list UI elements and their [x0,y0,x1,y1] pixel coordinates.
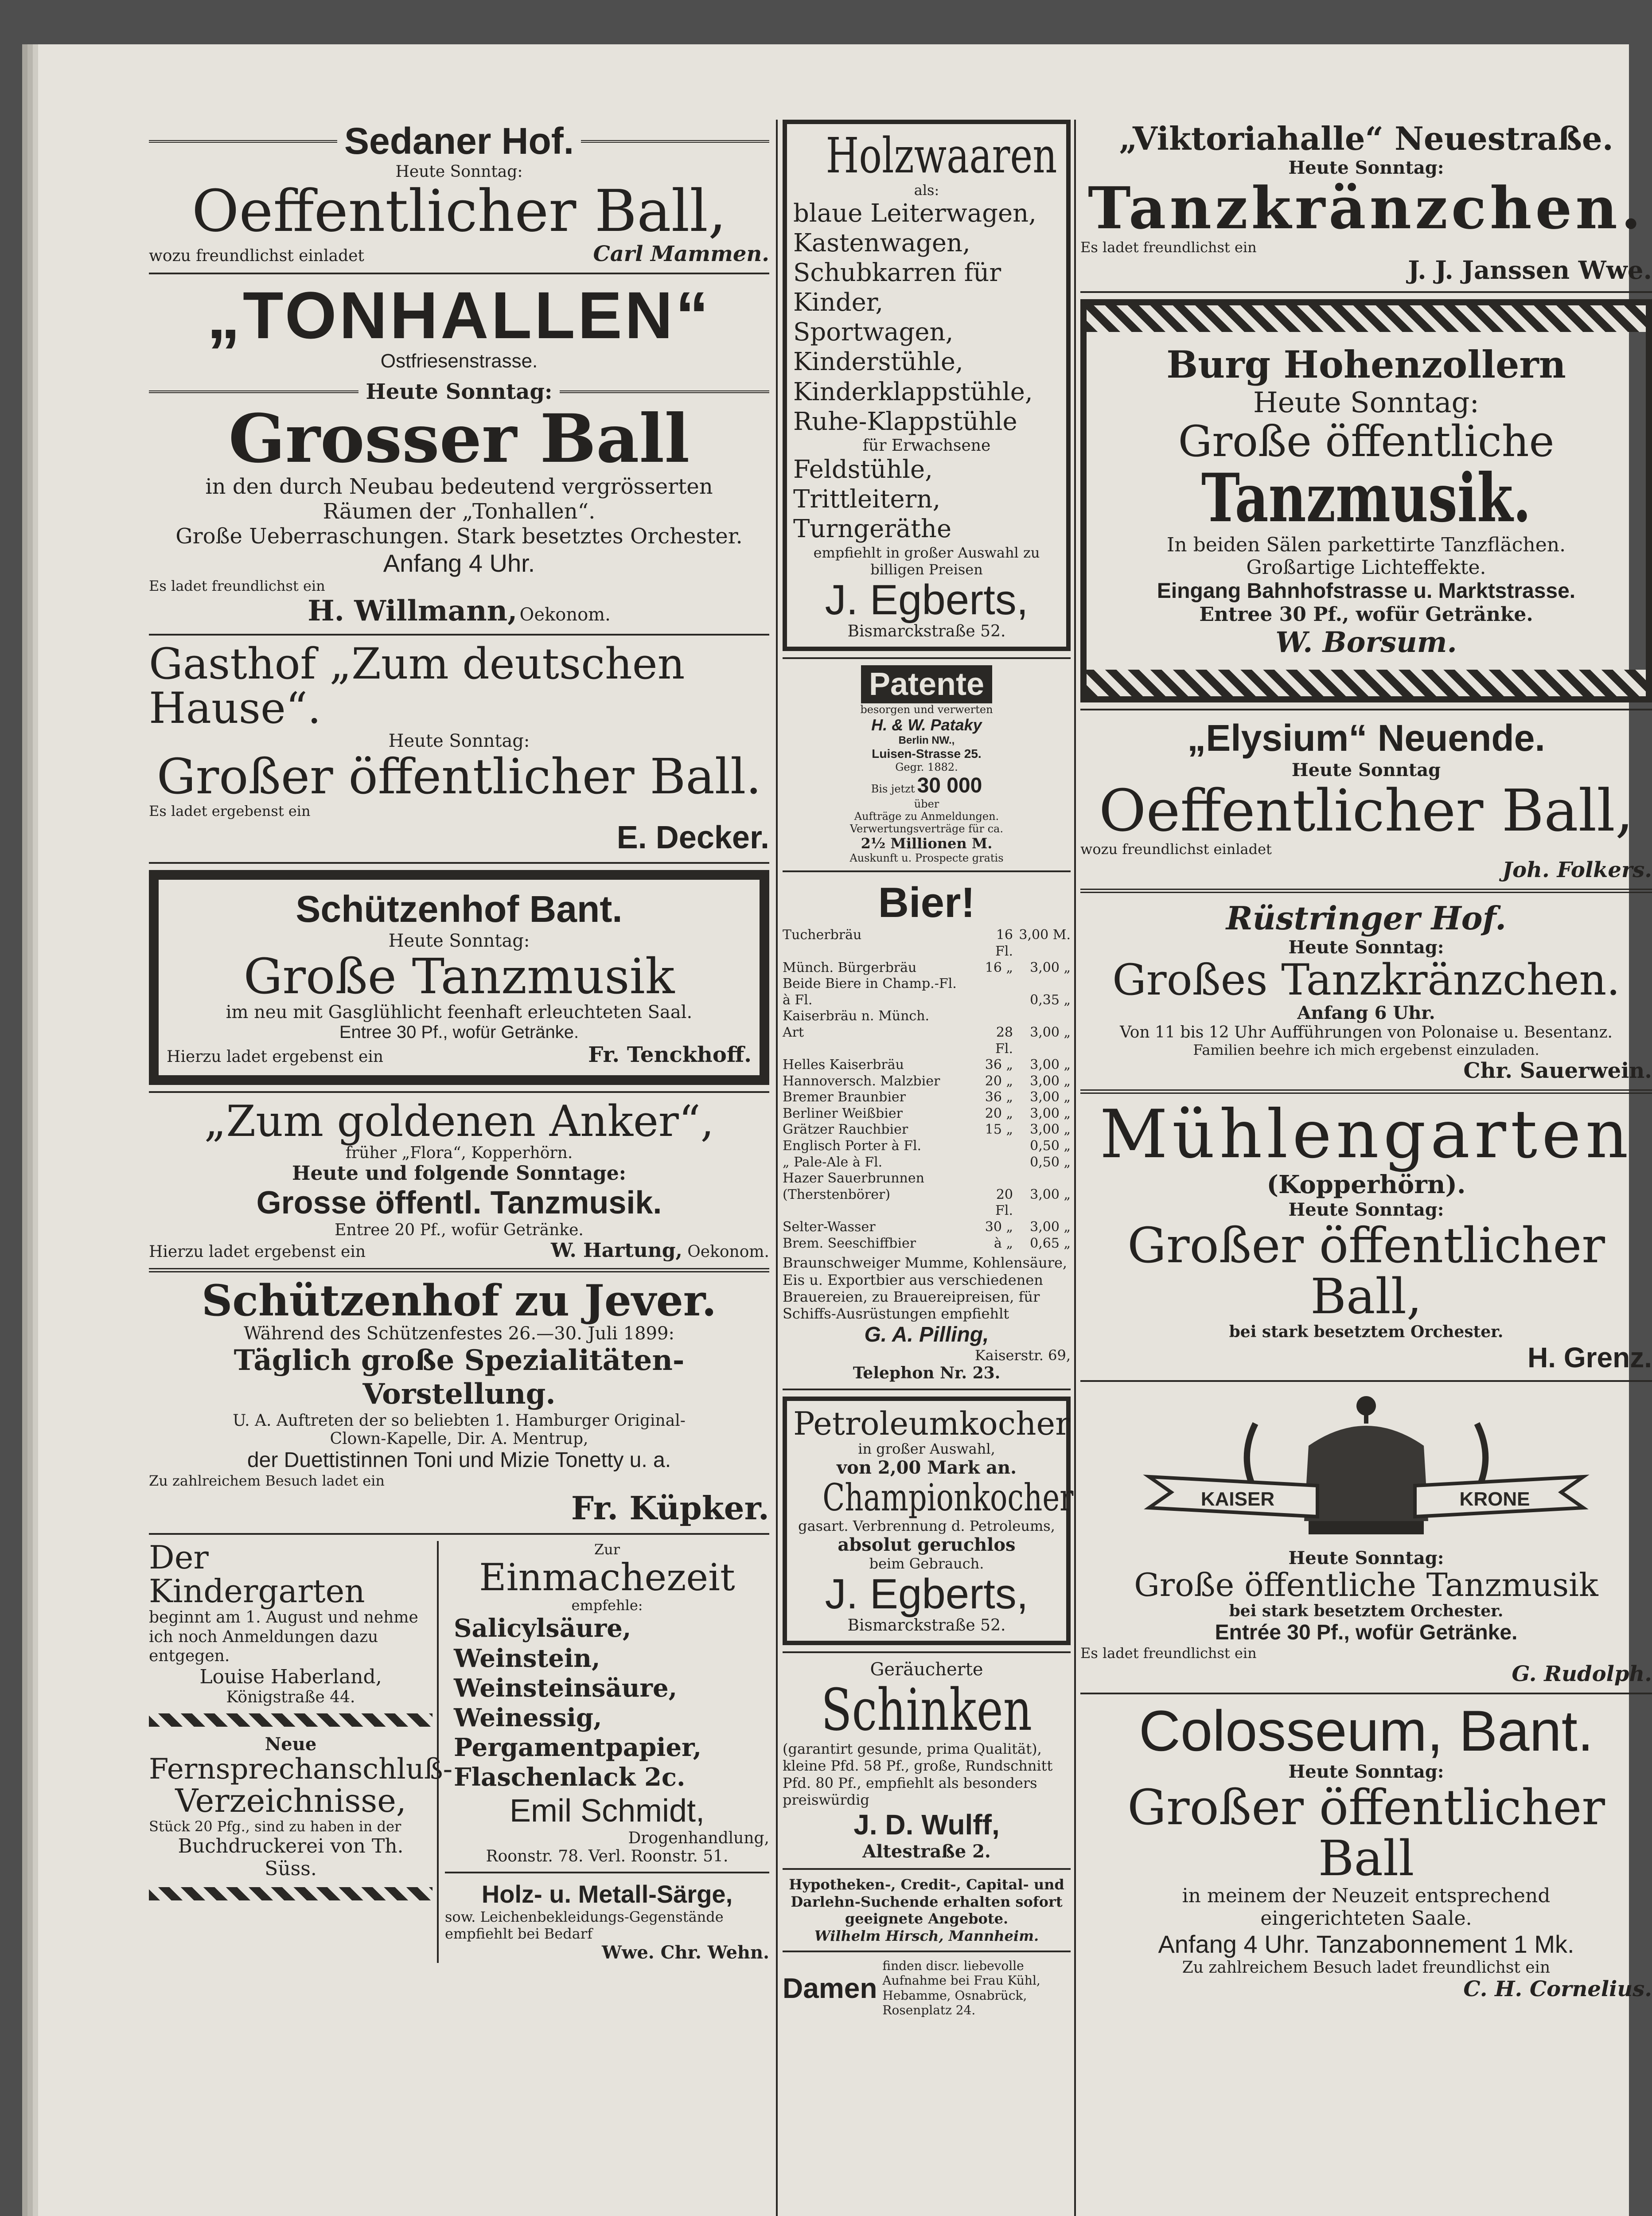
divider [445,1872,769,1873]
ad-invite: Hierzu ladet ergebenst ein [167,1048,384,1066]
ad-title: Einmachezeit [479,1556,735,1600]
ad-title: Sedaner Hof. [344,120,574,162]
ad-host: W. Borsum. [1275,625,1457,659]
ad-text-line: absolut geruchlos [838,1534,1016,1555]
ad-subline: Heute Sonntag: [1288,1547,1444,1568]
ad-host: Fr. Tenckhoff. [588,1042,752,1068]
ad-address: Bismarckstraße 52. [847,1616,1006,1635]
price-item-price: 3,00 „ [1030,1186,1071,1202]
ad-kaiserkrone [1080,1388,1652,1687]
ad-subline: für Erwachsene [862,437,991,455]
ad-invite: Es ladet freundlichst ein [1080,238,1257,256]
ad-colosseum [1080,1698,1652,2001]
ad-product: Championkocher [822,1476,1074,1520]
ad-host: Fr. Küpker. [571,1489,769,1527]
ad-title: Colosseum, Bant. [1138,1698,1594,1763]
ad-event: Tanzkränzchen. [1087,174,1645,242]
ad-subline: Heute Sonntag: [1288,937,1444,958]
ad-text-line: Entree 30 Pf., wofür Getränke. [339,1022,579,1042]
ad-title: „Viktoriahalle“ Neuestraße. [1119,120,1613,157]
price-item-price: 3,00 „ [1030,1219,1071,1235]
price-item-price: 3,00 „ [1030,1073,1071,1089]
ornament-border [1087,305,1646,332]
ad-text: beginnt am 1. August und nehme ich noch Anmeldungen dazu entgegen. [149,1608,418,1665]
ad-invite: Zu zahlreichem Besuch ladet freundlichst ein [1182,1958,1551,1977]
ad-sedaner-hof [149,120,769,266]
product-item: Turngeräthe [793,515,952,544]
ad-title: Der Kindergarten [149,1539,365,1610]
ad-address: Königstraße 44. [226,1688,355,1707]
ad-text-line: der Duettistinnen Toni und Mizie Tonetty u. a. [247,1448,671,1472]
ad-title: Schützenhof Bant. [296,888,623,930]
ad-invite: wozu freundlichst einladet [1080,841,1272,858]
ad-event: Große öffentliche Tanzmusik [1134,1566,1598,1603]
crown-emblem-icon [1122,1388,1610,1548]
ad-text: finden discr. liebevolle Aufnahme bei Frau Kühl, Hebamme, Osnabrück, Rosenplatz 24. [882,1958,1040,2018]
ad-text-line: beim Gebrauch. [869,1555,984,1572]
ad-hypotheken [783,1876,1071,1944]
product-item: Schubkarren für Kinder, [793,258,1001,317]
ad-text-line: Clown-Kapelle, Dir. A. Mentrup, [330,1430,588,1448]
ad-damen [783,1959,1071,2018]
price-item-price: 3,00 M. [1019,927,1071,943]
price-table [783,927,1071,1252]
ad-host: G. Rudolph. [1512,1662,1652,1687]
price-item-name: Hazer Sauerbrunnen [783,1170,924,1186]
price-item-qty: 28 Fl. [995,1024,1013,1057]
ad-bier [783,878,1071,1382]
ad-text-line: Großartige Lichteffekte. [1246,556,1486,579]
ad-title: Bier! [878,879,975,927]
column-rule [776,120,778,2216]
price-item-name: Grätzer Rauchbier [783,1122,908,1138]
ad-elysium [1080,717,1652,883]
ad-event: Großer öffentlicher Ball, [1127,1217,1605,1325]
price-item-name: Hannoversch. Malzbier [783,1073,940,1089]
price-item-price: 0,65 „ [1030,1235,1071,1251]
ad-einmachezeit [445,1541,769,1865]
ad-seller: G. A. Pilling, [864,1323,989,1346]
ad-seller: J. D. Wulff, [853,1809,1000,1841]
column-left [149,120,769,1963]
price-item-name: Brem. Seeschiffbier [783,1235,916,1251]
product-item: Weinstein, [454,1643,600,1673]
price-item-qty: 30 „ [985,1219,1013,1235]
price-item-qty: 15 „ [985,1122,1013,1138]
ad-host: Chr. Sauerwein. [1463,1058,1652,1084]
ad-title: Holzwaaren [826,127,1057,184]
ad-text-line: Verwertungsverträge für ca. [850,823,1003,835]
price-item-price: 3,00 „ [1030,960,1071,975]
ad-count: 30 000 [917,774,982,798]
ad-seller: J. Egberts, [825,1570,1029,1618]
ad-text: Stück 20 Pfg., sind zu haben in der [149,1818,401,1835]
product-item: Feldstühle, [793,455,933,484]
ad-subline: Heute Sonntag [1291,759,1441,780]
ad-text-line: Auskunft u. Prospecte gratis [849,852,1004,865]
ad-host: H. Grenz. [1527,1341,1652,1373]
ad-gasthof-deutschen-hause [149,639,769,856]
ornament-border [149,1887,432,1900]
ad-schuetzenhof-bant [149,870,769,1085]
ad-event: Großer öffentlicher Ball. [156,748,762,805]
divider [1080,709,1652,710]
price-item-name: Helles Kaiserbräu [783,1057,904,1073]
ad-place: (Kopperhörn). [1266,1170,1466,1199]
ad-subline: Heute Sonntag: [1288,1761,1444,1782]
price-item-name: Englisch Porter à Fl. [783,1138,922,1154]
price-item-price: 0,50 „ [1030,1154,1071,1170]
ad-address: Roonstr. 78. Verl. Roonstr. 51. [486,1847,729,1865]
ad-subline: empfehle: [571,1597,643,1614]
ad-event: Großes Tanzkränzchen. [1112,955,1620,1005]
price-item-qty: 16 „ [985,960,1013,975]
ad-city: Berlin NW., [898,734,955,747]
ad-text: sow. Leichenbekleidungs-Gegenstände empfiehlt bei Bedarf [445,1908,724,1942]
ad-text-line: besorgen und verwerten [860,703,993,716]
ad-invite: Zu zahlreichem Besuch ladet ein [149,1472,385,1490]
product-item: blaue Leiterwagen, [793,199,1036,228]
ad-firm: H. & W. Pataky [871,716,982,734]
ad-host: Joh. Folkers. [1502,858,1652,883]
ad-patente [783,665,1071,864]
ad-host: J. J. Janssen Wwe. [1408,255,1652,285]
ad-schinken [783,1659,1071,1862]
ad-seller: J. Egberts, [825,576,1029,624]
ad-seller: Emil Schmidt, [509,1793,705,1829]
ad-address: Luisen-Strasse 25. [872,747,982,761]
ad-text-line: Eingang Bahnhofstrasse u. Marktstrasse. [1157,579,1576,603]
divider [149,273,769,274]
ornament-border [149,1713,432,1727]
ad-title: Mühlengarten [1099,1096,1633,1174]
ad-text-line: Anfang 4 Uhr. Tanzabonnement 1 Mk. [1158,1930,1574,1958]
ad-event: Tanzmusik. [1201,459,1531,538]
column-middle [783,120,1074,2018]
divider [149,634,769,636]
divider [149,1091,769,1093]
ad-text-line: eingerichteten Saale. [1260,1907,1472,1930]
price-item-name: Tucherbräu [783,927,862,943]
ad-event: Große Tanzmusik [243,948,675,1005]
divider [783,657,1071,659]
ad-formerly: früher „Flora“, Kopperhörn. [345,1143,573,1162]
ad-title: Burg Hohenzollern [1166,342,1566,386]
divider [1080,889,1652,893]
ad-pretitle: Zur [594,1541,620,1558]
ad-title: Holz- u. Metall-Särge, [481,1880,733,1908]
ad-event: Großer öffentlicher Ball [1127,1779,1605,1887]
price-item-price: 0,50 „ [1030,1138,1071,1154]
price-item-name: Berliner Weißbier [783,1105,903,1121]
ad-fernsprech-verzeichnisse [149,1734,453,1880]
ad-entry: Entree 30 Pf., wofür Getränke. [1199,603,1533,626]
price-item-qty [982,1155,1013,1171]
ad-host: Wwe. Chr. Wehn. [601,1942,769,1963]
ad-title: Fernsprechanschluß- [149,1753,453,1786]
ad-text-line: in meinem der Neuzeit entsprechend [1182,1884,1551,1907]
ad-start-time: Anfang 6 Uhr. [1297,1003,1435,1024]
price-item-name: Bremer Braunbier [783,1089,906,1105]
ad-text-line: bei stark besetztem Orchester. [1229,1322,1504,1341]
product-item: Flaschenlack 2c. [454,1763,686,1792]
ad-title: Schützenhof zu Jever. [202,1275,717,1326]
product-item: Salicylsäure, [454,1614,631,1643]
ad-ruestringer-hof [1080,899,1652,1083]
product-item: Kinderklappstühle, [793,377,1033,406]
ad-title: Patente [861,665,992,703]
ad-entry: Entree 20 Pf., wofür Getränke. [335,1221,584,1239]
ad-text-line: Aufträge zu Anmeldungen. [854,810,999,823]
ad-address: Kaiserstr. 69, [974,1346,1071,1364]
ad-title: Schinken [821,1676,1032,1744]
ad-title: Damen [783,1972,877,2004]
price-item-name: „ Pale-Ale à Fl. [783,1154,883,1170]
ad-subline: Heute Sonntag: [388,930,530,951]
ad-goldenen-anker [149,1096,769,1262]
ad-text: empfiehlt in großer Auswahl zu billigen Preisen [813,544,1040,578]
price-item-qty: 20 „ [985,1073,1013,1089]
ad-address: Altestraße 2. [862,1841,991,1862]
column-rule [1074,120,1076,2216]
ad-text-line: In beiden Sälen parkettirte Tanzflächen. [1166,533,1566,556]
ad-text-line: U. A. Auftreten der so beliebten 1. Hamburger Original- [233,1412,686,1430]
price-item-name: (Therstenbörer) [783,1186,891,1202]
ad-subline: Heute Sonntag: [1253,386,1480,419]
ad-invite: Es ladet freundlichst ein [149,577,325,594]
newspaper-page [38,44,1652,2216]
ad-text-line: über [914,798,939,811]
ad-text-line: in den durch Neubau bedeutend vergrösserten [205,474,713,499]
product-item: Ruhe-Klappstühle [793,407,1017,436]
ad-invite: Es ladet freundlichst ein [1080,1645,1257,1662]
ad-host-role: Oekonom. [687,1242,769,1261]
price-item-qty [982,976,1013,992]
ad-host: H. Willmann, [308,594,518,628]
price-item-price: 3,00 „ [1030,1089,1071,1105]
price-item-qty: à „ [994,1235,1013,1251]
ad-invite: Es ladet ergebenst ein [149,802,311,819]
price-item-name: Kaiserbräu n. Münch. [783,1008,930,1024]
product-item: Pergamentpapier, [454,1733,702,1763]
ad-subline: Heute Sonntag: [395,163,523,181]
ad-host: Carl Mammen. [593,241,769,266]
ad-event: Täglich große Spezialitäten-Vorstellung. [234,1343,685,1411]
ad-title: „Zum goldenen Anker“, [204,1096,714,1147]
ad-subline: als: [914,181,939,199]
ad-address: Bismarckstraße 52. [847,622,1006,641]
ad-subline: Heute Sonntag: [388,731,530,752]
ad-subline: Heute Sonntag: [366,379,553,404]
ad-event: Oeffentlicher Ball, [191,177,727,245]
ad-text: Braunschweiger Mumme, Kohlensäure, Eis u. Exportbier aus verschiedenen Brauereien, zu Brauereipreisen, für Schiffs-Ausrüstungen empfiehlt [783,1254,1068,1323]
divider [149,1268,769,1272]
divider [1080,291,1652,293]
price-item-qty: 36 „ [985,1089,1013,1105]
price-item-qty [982,1138,1013,1155]
ad-text-line: Räumen der „Tonhallen“. [323,499,596,524]
ad-invite: wozu freundlichst einladet [149,246,364,265]
price-item-name: Selter-Wasser [783,1219,876,1235]
divider [149,862,769,864]
ad-schuetzenhof-jever [149,1275,769,1527]
ad-subline: Heute und folgende Sonntage: [292,1162,626,1185]
ad-burg-hohenzollern [1080,299,1652,702]
divider [1080,1693,1652,1694]
divider [783,870,1071,872]
ad-price: von 2,00 Mark an. [836,1457,1017,1479]
ad-text: (garantirt gesunde, prima Qualität), kleine Pfd. 58 Pf., große, Rundschnitt Pfd. 80 Pf., empfiehlt als besonders preiswürdig [783,1740,1053,1809]
ad-event: Grosse öffentl. Tanzmusik. [256,1185,662,1221]
ad-saerge [445,1880,769,1963]
ad-petroleumkocher [783,1397,1074,1646]
ad-title: Petroleumkocher [793,1405,1071,1442]
ad-telephone: Telephon Nr. 23. [853,1363,1001,1382]
product-item: Weinsteinsäure, [454,1673,678,1703]
divider [783,1389,1071,1390]
price-item-qty: 16 Fl. [995,927,1013,959]
price-item-qty [982,1170,1013,1187]
ad-subline: Heute Sonntag: [1288,1199,1444,1220]
banner-left-text: KAISER [1200,1488,1275,1510]
ad-count-label: Bis jetzt [871,783,915,796]
ad-title: „TONHALLEN“ [206,277,712,352]
ad-text-line: Familien beehre ich mich ergebenst einzuladen. [1193,1042,1539,1059]
ad-pretitle: Geräucherte [870,1659,983,1680]
ad-text-line: im neu mit Gasglühlicht feenhaft erleuchteten Saal. [226,1002,693,1023]
price-item-name: à Fl. [783,992,813,1008]
divider [1080,1380,1652,1382]
price-item-name: Art [783,1024,804,1040]
divider [1080,1089,1652,1094]
product-item: Kastenwagen, [793,228,970,257]
price-item-price: 0,35 „ [1030,992,1071,1008]
price-item-price [1013,1170,1071,1187]
ad-subline: Heute Sonntag: [1288,157,1444,178]
price-item-price: 3,00 „ [1030,1105,1071,1121]
divider [783,1951,1071,1952]
price-item-qty: 20 „ [985,1105,1013,1121]
ad-founded: Gegr. 1882. [895,761,958,774]
ad-shop: Drogenhandlung, [628,1829,769,1847]
divider [149,1533,769,1535]
ad-host: W. Hartung, [550,1239,682,1262]
product-item: Trittleitern, [793,485,941,514]
ad-text-line: Von 11 bis 12 Uhr Aufführungen von Polonaise u. Besentanz. [1120,1023,1613,1042]
ad-host: Louise Haberland, [199,1666,382,1689]
price-item-price [1013,976,1071,992]
ad-text-line: gasart. Verbrennung d. Petroleums, [798,1517,1055,1534]
ad-event: Grosser Ball [228,400,690,478]
price-item-price: 3,00 „ [1030,1057,1071,1073]
ad-host: E. Decker. [616,819,769,855]
divider [783,1651,1071,1653]
ad-host: Wilhelm Hirsch, Mannheim. [814,1927,1039,1944]
ad-entry: Entrée 30 Pf., wofür Getränke. [1215,1621,1518,1645]
price-item-qty [982,992,1013,1009]
price-item-price: 3,00 „ [1030,1024,1071,1040]
banner-right-text: KRONE [1459,1488,1530,1510]
ad-street: Ostfriesenstrasse. [380,350,538,372]
ad-start-time: Anfang 4 Uhr. [383,549,535,577]
product-item: Kinderstühle, [793,347,963,377]
price-item-price: 3,00 „ [1030,1122,1071,1138]
ad-title: „Elysium“ Neuende. [1187,717,1545,759]
ad-holzwaaren [783,120,1071,651]
price-item-name: Beide Biere in Champ.-Fl. [783,976,957,992]
ad-invite: Hierzu ladet ergebenst ein [149,1242,366,1261]
ad-kindergarten [149,1541,432,1706]
ad-label: Neue [265,1734,317,1755]
price-item-name: Münch. Bürgerbräu [783,960,917,975]
ornament-border [1087,670,1646,696]
ad-printer: Buchdruckerei von Th. Süss. [178,1834,404,1880]
product-item: Sportwagen, [793,318,954,347]
ad-amount: 2½ Millionen M. [861,835,993,852]
price-item-qty: 20 Fl. [995,1186,1013,1219]
ad-tonhallen [149,277,769,628]
price-item-price [1013,1008,1071,1025]
ad-viktoriahalle [1080,120,1652,285]
ad-event: Große öffentliche [1178,416,1555,466]
column-right [1080,120,1652,2001]
ad-host-role: Oekonom. [519,604,611,625]
ad-title: Rüstringer Hof. [1226,899,1507,937]
price-item-qty [982,1008,1013,1025]
price-item-qty: 36 „ [985,1057,1013,1073]
ad-text-line: Große Ueberraschungen. Stark besetztes Orchester. [175,523,743,549]
ad-text-line: bei stark besetztem Orchester. [1229,1602,1504,1621]
ad-dates: Während des Schützenfestes 26.—30. Juli 1899: [244,1323,674,1344]
ad-text-line: in großer Auswahl, [858,1440,995,1458]
ad-event: Oeffentlicher Ball, [1099,776,1634,844]
ad-text: Hypotheken-, Credit-, Capital- und Darlehn-Suchende erhalten sofort geeignete Angebote. [789,1876,1064,1927]
divider [783,1868,1071,1870]
ad-host: C. H. Cornelius. [1463,1976,1652,2001]
ad-muehlengarten [1080,1096,1652,1374]
ad-title: Gasthof „Zum deutschen Hause“. [149,639,685,733]
ad-title: Verzeichnisse, [175,1782,406,1820]
product-item: Weinessig, [454,1703,602,1733]
